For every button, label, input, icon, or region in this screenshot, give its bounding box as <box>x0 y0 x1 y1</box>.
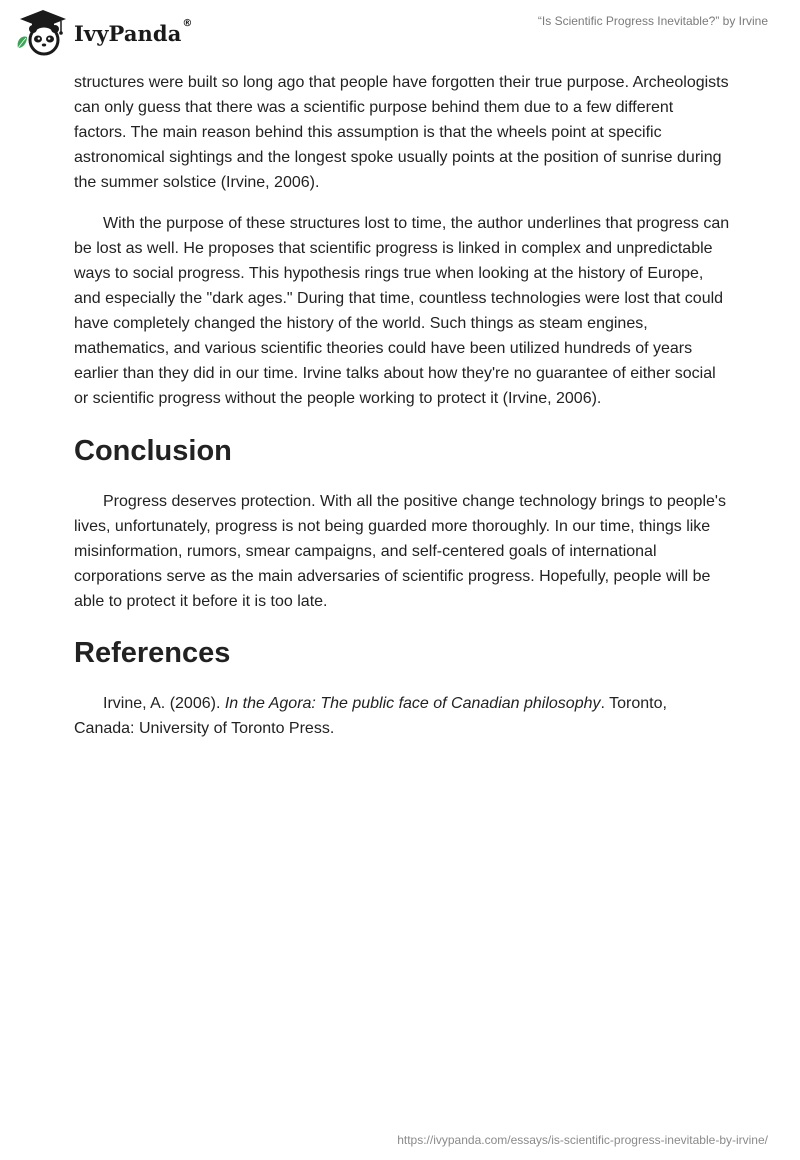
conclusion-heading: Conclusion <box>74 435 232 467</box>
paragraph-progress-lost: With the purpose of these structures lost to time, the author underlines that progress can be lost as well. He proposes that scientific progress is linked in complex and unpredictable ways to social progress. This hypothesis rings true when looking at the history of Europe, and especially the "dark ages." During that time, countless technologies were lost that could have completely changed the history of the world. Such things as steam engines, mathematics, and various scientific theories could have been utilized hundreds of years earlier than they did in our time. Irvine talks about how they're no guarantee of either social or scientific progress without the people working to protect it (Irvine, 2006). <box>74 215 730 407</box>
paragraph-structures: structures were built so long ago that people have forgotten their true purpose. Archeologists can only guess that there was a scientific purpose behind them due to a few different factors. The main reason behind this assumption is that the wheels point at specific astronomical sightings and the longest spoke usually points at the position of sunrise during the summer solstice (Irvine, 2006). <box>74 74 729 191</box>
reference-author-year: Irvine, A. (2006). <box>103 695 225 712</box>
page-header <box>0 0 800 60</box>
paragraph-conclusion: Progress deserves protection. With all the positive change technology brings to people's lives, unfortunately, progress is not being guarded more thoroughly. In our time, things like misinformation, rumors, smear campaigns, and self-centered goals of international corporations serve as the main adversaries of scientific progress. Hopefully, people will be able to protect it before it is too late. <box>74 493 726 610</box>
source-url[interactable]: https://ivypanda.com/essays/is-scientific-progress-inevitable-by-irvine/ <box>397 1133 768 1147</box>
reference-entry <box>74 691 730 741</box>
brand-name: IvyPanda® <box>74 17 193 46</box>
panda-graduate-icon <box>14 8 72 56</box>
reference-title: In the Agora: The public face of Canadian philosophy <box>224 695 601 712</box>
ivypanda-logo[interactable] <box>14 8 193 56</box>
document-title: “Is Scientific Progress Inevitable?” by Irvine <box>537 14 768 28</box>
essay-content <box>74 70 730 741</box>
reference-publisher: . Toronto, Canada: University of Toronto Press. <box>74 695 667 737</box>
references-heading: References <box>74 637 231 669</box>
registered-mark: ® <box>182 17 193 29</box>
